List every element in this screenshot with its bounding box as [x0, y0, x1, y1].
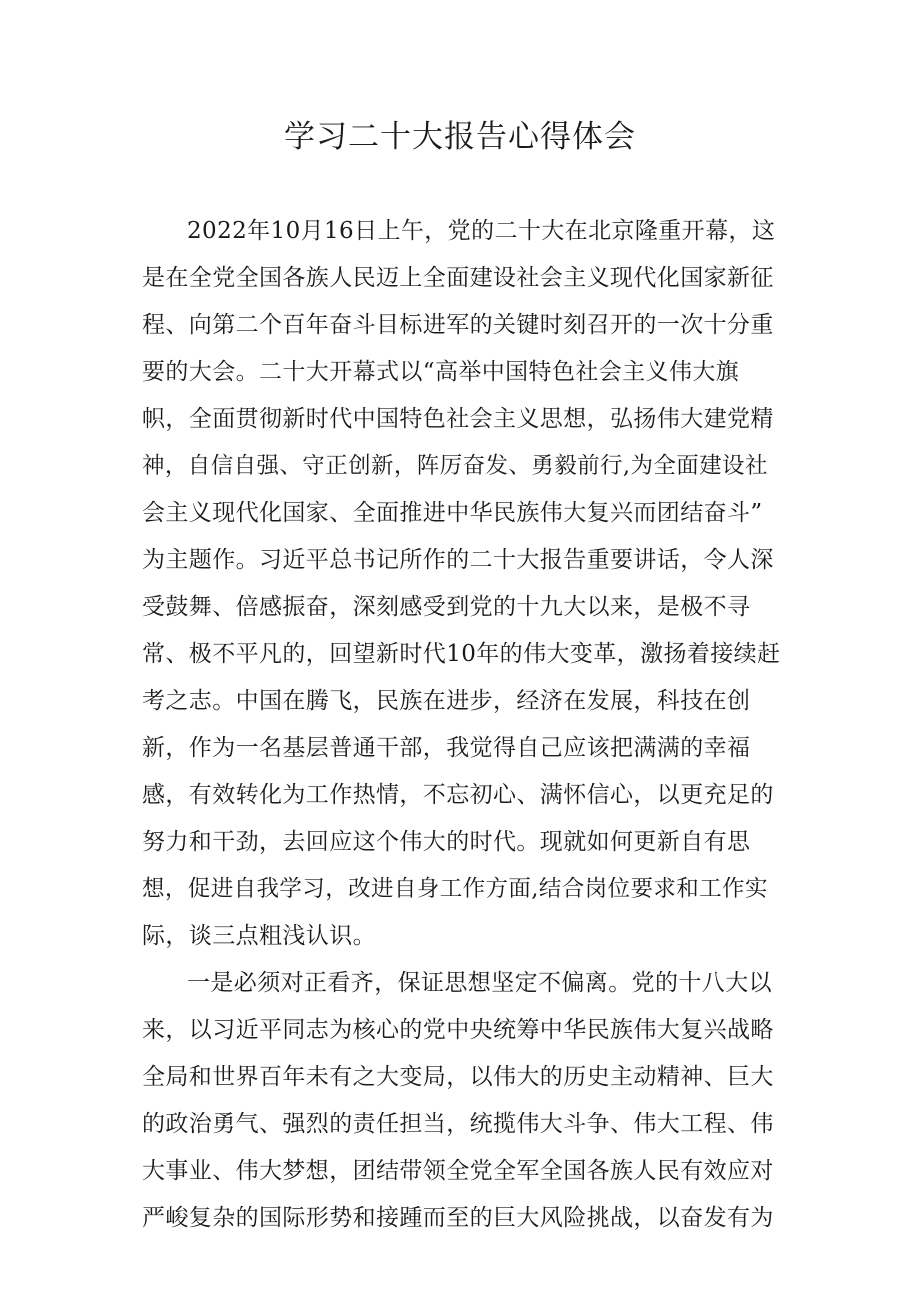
paragraph-line: 要的大会。二十大开幕式以“高举中国特色社会主义伟大旗 [142, 359, 740, 385]
paragraph-line: 际，谈三点粗浅认识。 [142, 923, 376, 949]
paragraph-line: 的政治勇气、强烈的责任担当，统揽伟大斗争、伟大工程、伟 [142, 1111, 774, 1137]
paragraph-line: 2022年10月16日上午，党的二十大在北京隆重开幕，这 [187, 218, 776, 244]
paragraph-line: 受鼓舞、倍感振奋，深刻感受到党的十九大以来，是极不寻 [142, 594, 751, 620]
paragraph-line: 全局和世界百年未有之大变局，以伟大的历史主动精神、巨大 [142, 1064, 774, 1090]
paragraph-line: 是在全党全国各族人民迈上全面建设社会主义现代化国家新征 [142, 265, 774, 291]
paragraph-line: 严峻复杂的国际形势和接踵而至的巨大风险挑战，以奋发有为 [142, 1205, 774, 1231]
paragraph-line: 程、向第二个百年奋斗目标进军的关键时刻召开的一次十分重 [142, 312, 774, 338]
paragraph-line: 新，作为一名基层普通干部，我觉得自己应该把满满的幸福 [142, 735, 751, 761]
document-title: 学习二十大报告心得体会 [284, 119, 636, 155]
paragraph-line: 帜，全面贯彻新时代中国特色社会主义思想，弘扬伟大建党精 [142, 406, 774, 432]
paragraph-line: 大事业、伟大梦想，团结带领全党全军全国各族人民有效应对 [142, 1158, 774, 1184]
paragraph-line: 感，有效转化为工作热情，不忘初心、满怀信心，以更充足的 [142, 782, 774, 808]
paragraph-line: 会主义现代化国家、全面推进中华民族伟大复兴而团结奋斗” [142, 500, 763, 526]
paragraph-line: 一是必须对正看齐，保证思想坚定不偏离。党的十八大以 [187, 970, 772, 996]
paragraph-line: 想，促进自我学习，改进自身工作方面,结合岗位要求和工作实 [142, 876, 768, 902]
paragraph-line: 神，自信自强、守正创新，阵厉奋发、勇毅前行,为全面建设社 [142, 453, 768, 479]
paragraph-line: 考之志。中国在腾飞，民族在进步，经济在发展，科技在创 [142, 688, 751, 714]
paragraph-line: 为主题作。习近平总书记所作的二十大报告重要讲话，令人深 [142, 547, 774, 573]
paragraph-line: 常、极不平凡的，回望新时代10年的伟大变革，激扬着接续赶 [142, 641, 781, 667]
paragraph-line: 来，以习近平同志为核心的党中央统筹中华民族伟大复兴战略 [142, 1017, 774, 1043]
paragraph-line: 努力和干劲，去回应这个伟大的时代。现就如何更新自有思 [142, 829, 751, 855]
